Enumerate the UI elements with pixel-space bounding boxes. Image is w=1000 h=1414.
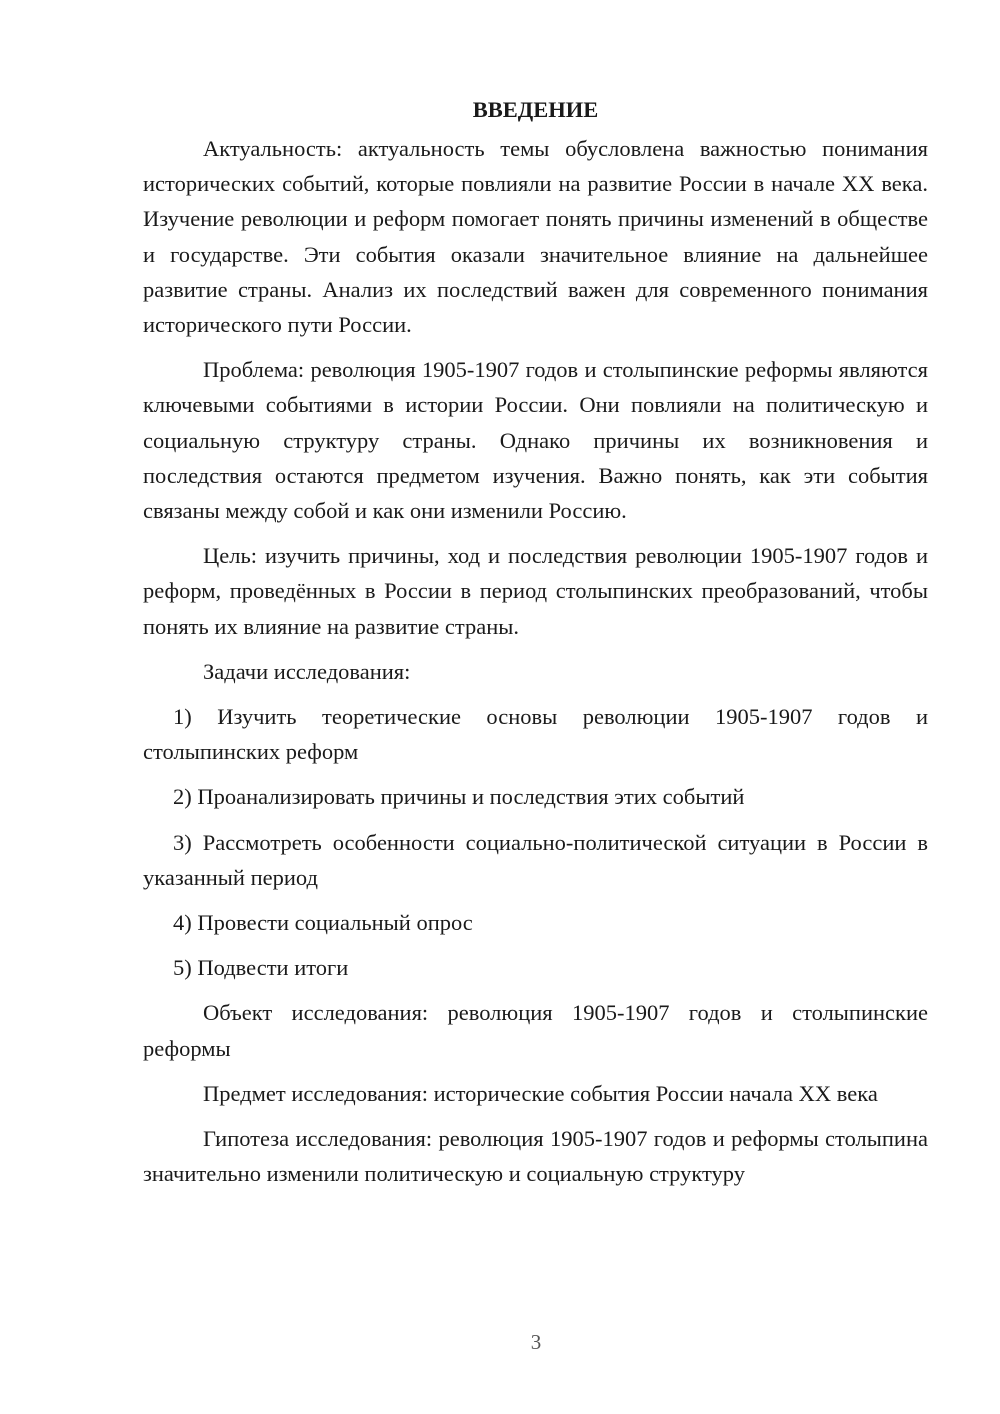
paragraph-hypothesis: Гипотеза исследования: революция 1905-1907 годов и реформы столыпина значительно изменили политическую и социальную структуру (143, 1126, 928, 1187)
paragraph-relevance: Актуальность: актуальность темы обусловлена важностью понимания исторических событий, которые повлияли на развитие России в начале XX века. Изучение революции и реформ помогает понять причины изменений в обществе и государстве. Эти события оказали значительное влияние на дальнейшее развитие страны. Анализ их последствий важен для современного понимания исторического пути России. (143, 136, 928, 338)
paragraph-problem: Проблема: революция 1905-1907 годов и столыпинские реформы являются ключевыми событиями в истории России. Они повлияли на политическую и социальную структуру страны. Однако причины их возникновения и последствия остаются предметом изучения. Важно понять, как эти события связаны между собой и как они изменили Россию. (143, 357, 928, 524)
task-item-5: 5) Подвести итоги (173, 955, 349, 981)
document-page (143, 92, 928, 1191)
task-item-3: 3) Рассмотреть особенности социально-политической ситуации в России в указанный период (143, 829, 928, 890)
task-item-4: 4) Провести социальный опрос (173, 910, 473, 936)
paragraph-goal: Цель: изучить причины, ход и последствия революции 1905-1907 годов и реформ, проведённых в России в период столыпинских преобразований, чтобы понять их влияние на развитие страны. (143, 543, 928, 639)
section-title: ВВЕДЕНИЕ (472, 97, 599, 122)
task-item-2: 2) Проанализировать причины и последствия этих событий (173, 784, 745, 810)
paragraph-object: Объект исследования: революция 1905-1907 годов и столыпинские реформы (143, 1000, 928, 1061)
paragraph-subject: Предмет исследования: исторические события России начала XX века (203, 1080, 878, 1106)
page-number: 3 (530, 1330, 542, 1354)
paragraph-tasks-heading: Задачи исследования: (203, 658, 411, 684)
task-item-1: 1) Изучить теоретические основы революции 1905-1907 годов и столыпинских реформ (143, 704, 928, 765)
